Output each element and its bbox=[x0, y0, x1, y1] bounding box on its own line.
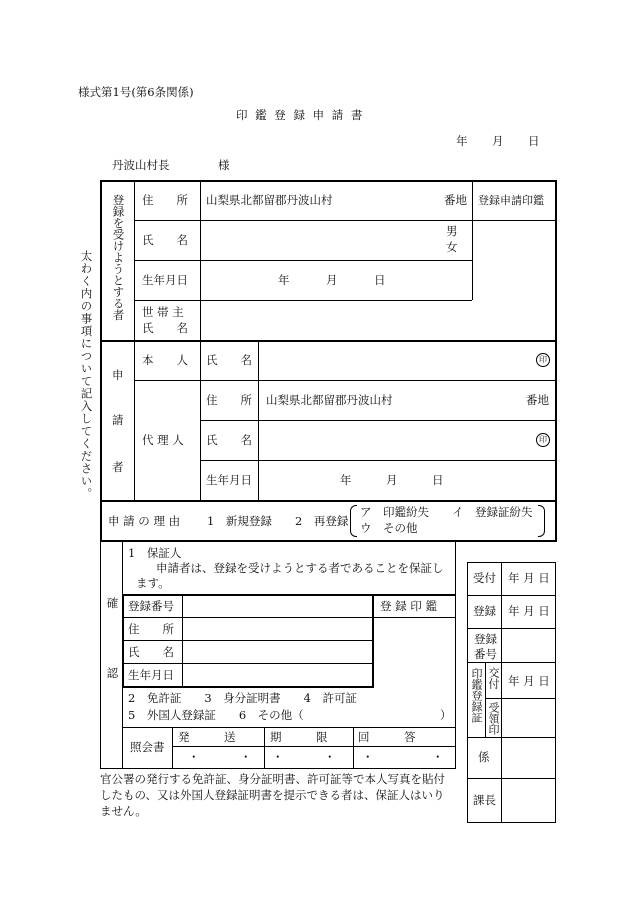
agent-seal-mark: 印 bbox=[536, 433, 550, 447]
guarantor-address-label: 住 所 bbox=[128, 622, 174, 636]
office-received-label: 受領印 bbox=[487, 702, 500, 735]
reason-sub-i[interactable]: イ 登録証紛失 bbox=[452, 505, 533, 519]
form-number: 様式第1号(第6条関係) bbox=[78, 85, 194, 99]
id-docs-line-1: 2 免許証 3 身分証明書 4 許可証 bbox=[128, 691, 357, 705]
agent-address-label: 住 所 bbox=[206, 393, 252, 407]
inquiry-label: 照会書 bbox=[130, 740, 165, 754]
footnote-line-2: したもの、又は外国人登録証明書を提示できる者は、保証人はいり bbox=[100, 788, 445, 802]
office-issue-date: 年 月 日 bbox=[508, 674, 550, 688]
agent-birth-label: 生年月日 bbox=[206, 473, 252, 487]
registrant-name-field[interactable] bbox=[201, 221, 441, 259]
applicant-self-name-field[interactable] bbox=[259, 341, 529, 379]
footnote-line-3: ません。 bbox=[100, 804, 147, 818]
guarantor-seal-label: 登 録 印 鑑 bbox=[380, 599, 437, 613]
sex-male[interactable]: 男 bbox=[446, 224, 458, 238]
registrant-birth-month: 月 bbox=[326, 273, 338, 287]
office-chief-label: 課長 bbox=[473, 793, 496, 807]
reason-sub-u[interactable]: ウ その他 bbox=[360, 521, 418, 535]
reason-new[interactable]: 1 新規登録 bbox=[207, 514, 272, 528]
inquiry-dot-3b: ・ bbox=[432, 750, 444, 764]
id-docs-close: ） bbox=[440, 708, 452, 722]
sex-female[interactable]: 女 bbox=[446, 240, 458, 254]
householder-label-2: 氏 名 bbox=[142, 321, 188, 335]
footnote-line-1: 官公署の発行する免許証、身分証明書、許可証等で本人写真を貼付 bbox=[100, 772, 445, 786]
addressee: 丹波山村長 bbox=[112, 158, 170, 172]
date-month: 月 bbox=[492, 134, 504, 148]
inquiry-dot-1b: ・ bbox=[240, 750, 252, 764]
registrant-section-label: 登録を受けようとする者 bbox=[111, 194, 126, 321]
reason-bracket-right bbox=[538, 505, 545, 537]
applicant-label-char-1: 申 bbox=[112, 368, 124, 382]
office-register-date: 年 月 日 bbox=[508, 604, 550, 618]
registrant-birth-label: 生年月日 bbox=[142, 273, 188, 287]
guarantor-address-field[interactable] bbox=[183, 618, 371, 639]
inquiry-col-reply: 回 答 bbox=[358, 730, 416, 744]
office-register-label: 登録 bbox=[473, 604, 496, 618]
inquiry-dot-2a: ・ bbox=[272, 750, 284, 764]
date-year: 年 bbox=[456, 134, 468, 148]
guarantor-text-2: ます。 bbox=[136, 576, 170, 590]
reason-label: 申 請 の 理 由 bbox=[108, 514, 181, 528]
inquiry-dot-2b: ・ bbox=[324, 750, 336, 764]
form-title: 印 鑑 登 録 申 請 書 bbox=[236, 108, 365, 122]
guarantor-reg-no-field[interactable] bbox=[183, 595, 371, 616]
registrant-address-label: 住 所 bbox=[142, 193, 188, 207]
addressee-sama: 様 bbox=[218, 158, 230, 172]
guarantor-name-label: 氏 名 bbox=[128, 645, 174, 659]
registrant-birth-year: 年 bbox=[278, 273, 290, 287]
confirm-section-label: 確 認 bbox=[105, 597, 120, 685]
agent-banchi: 番地 bbox=[526, 393, 549, 407]
agent-name-label: 氏 名 bbox=[206, 433, 252, 447]
reason-sub-a[interactable]: ア 印鑑紛失 bbox=[360, 505, 429, 519]
date-day: 日 bbox=[528, 134, 540, 148]
guarantor-birth-field[interactable] bbox=[183, 664, 371, 685]
registered-seal-box[interactable] bbox=[473, 221, 555, 340]
id-docs-line-2: 5 外国人登録証 6 その他（ bbox=[128, 708, 304, 722]
guarantor-title: 1 保証人 bbox=[128, 546, 182, 560]
registrant-name-label: 氏 名 bbox=[142, 233, 188, 247]
inquiry-col-send: 発 送 bbox=[178, 730, 236, 744]
agent-birth-year: 年 bbox=[340, 473, 352, 487]
applicant-self-label: 本 人 bbox=[142, 353, 188, 367]
inquiry-dot-1a: ・ bbox=[188, 750, 200, 764]
inquiry-col-deadline: 期 限 bbox=[270, 730, 328, 744]
office-receipt-label: 受付 bbox=[473, 571, 496, 585]
registrant-banchi: 番地 bbox=[444, 193, 467, 207]
self-seal-mark: 印 bbox=[536, 353, 550, 367]
registrant-birth-day: 日 bbox=[374, 273, 386, 287]
agent-label: 代 理 人 bbox=[142, 433, 184, 447]
side-instruction: 太わく内の事項について記入してください。 bbox=[79, 250, 94, 500]
guarantor-name-field[interactable] bbox=[183, 641, 371, 662]
householder-name-field[interactable] bbox=[201, 301, 471, 339]
guarantor-reg-no-label: 登録番号 bbox=[128, 599, 174, 613]
office-receipt-date: 年 月 日 bbox=[508, 571, 550, 585]
applicant-label-char-3: 者 bbox=[112, 460, 124, 474]
office-card-label: 印鑑登録証 bbox=[470, 668, 483, 723]
applicant-self-name-label: 氏 名 bbox=[206, 353, 252, 367]
guarantor-text-1: 申請者は、登録を受けようとする者であることを保証し bbox=[156, 561, 444, 575]
householder-label-1: 世 帯 主 bbox=[142, 305, 184, 319]
agent-address-value: 山梨県北都留郡丹波山村 bbox=[266, 393, 393, 407]
reason-bracket-left bbox=[350, 505, 357, 537]
applicant-label-char-2: 請 bbox=[112, 413, 124, 427]
office-staff-label: 係 bbox=[478, 750, 490, 764]
agent-birth-day: 日 bbox=[432, 473, 444, 487]
agent-birth-month: 月 bbox=[386, 473, 398, 487]
office-issue-label: 交付 bbox=[487, 667, 500, 689]
agent-name-field[interactable] bbox=[259, 421, 529, 459]
office-reg-no-label: 登録番号 bbox=[474, 632, 497, 661]
reason-reregister[interactable]: 2 再登録 bbox=[295, 514, 349, 528]
guarantor-birth-label: 生年月日 bbox=[128, 668, 174, 682]
seal-box-label: 登録申請印鑑 bbox=[478, 194, 544, 207]
registrant-address-value: 山梨県北都留郡丹波山村 bbox=[206, 193, 333, 207]
inquiry-dot-3a: ・ bbox=[362, 750, 374, 764]
